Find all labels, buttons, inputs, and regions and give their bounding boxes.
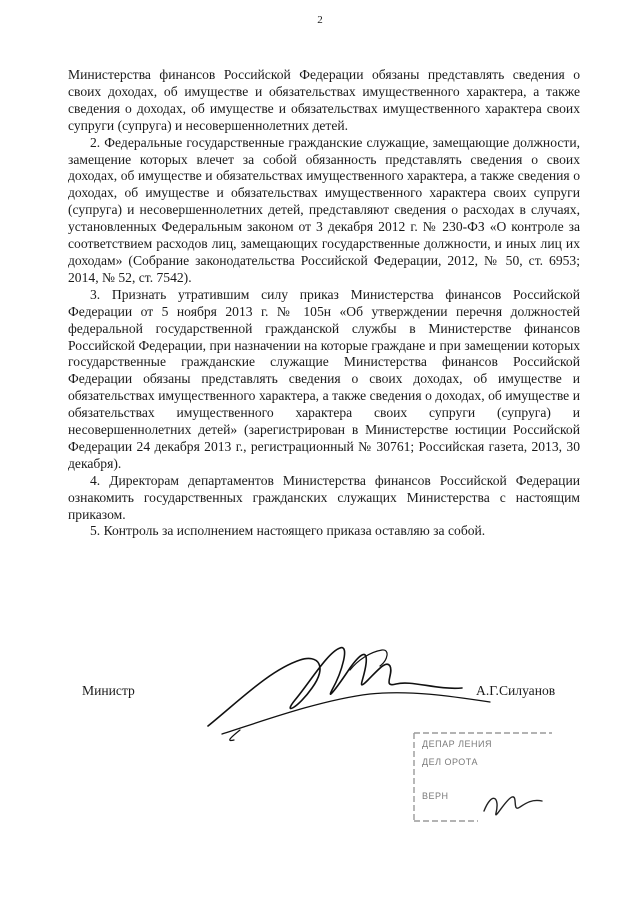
signatory-title: Министр xyxy=(82,683,135,698)
signature-block xyxy=(0,683,640,703)
stamp-line-1: ДЕПАР ЛЕНИЯ xyxy=(422,739,492,749)
paragraph-continuation: Министерства финансов Российской Федерации обязаны представлять сведения о своих доходах, об имуществе и обязательствах имущественного характера, а также сведения о доходах, об имуществе и обязательствах имущественного характера своих супруги (супруга) и несовершеннолетних детей. xyxy=(68,67,580,133)
paragraph-2: 2. Федеральные государственные гражданские служащие, замещающие должности, замещение которых влечет за собой обязанность представлять сведения о своих доходах, об имуществе и обязательствах имущественного характера, а также сведения о доходах, об имуществе и обязательствах имущественного характера своих супруги (супруга) и несовершеннолетних детей, представляют сведения о расходах в случаях, установленных Федеральным законом от 3 декабря 2012 г. № 230-ФЗ «О контроле за соответствием расходов лиц, замещающих государственные должности, и иных лиц их доходам» (Собрание законодательства Российской Федерации, 2012, № 50, ст. 6953; 2014, № 52, ст. 7542). xyxy=(68,134,580,285)
signatory-name: А.Г.Силуанов xyxy=(476,683,556,698)
stamp-line-2: ДЕЛ ОРОТА xyxy=(422,757,479,767)
paragraph-5: 5. Контроль за исполнением настоящего приказа оставляю за собой. xyxy=(90,523,486,539)
stamp-line-3: ВЕРН xyxy=(422,791,449,801)
paragraph-4: 4. Директорам департаментов Министерства финансов Российской Федерации ознакомить государственных гражданских служащих Министерства с настоящим приказом. xyxy=(68,472,580,522)
document-body xyxy=(68,67,580,540)
paragraph-3: 3. Признать утратившим силу приказ Министерства финансов Российской Федерации от 5 ноября 2013 г. № 105н «Об утверждении перечня должностей федеральной государственной гражданской службы в Министерстве финансов Российской Федерации, при назначении на которые граждане и при замещении которых государственные гражданские служащие Министерства финансов Российской Федерации обязаны представлять сведения о своих доходах, об имуществе и обязательствах имущественного характера, а также сведения о доходах, об имуществе и обязательствах имущественного характера своих супруги (супруга) и несовершеннолетних детей» (зарегистрирован в Министерстве юстиции Российской Федерации 24 декабря 2013 г., регистрационный № 30761; Российская газета, 2013, 30 декабря). xyxy=(68,286,580,471)
page-number: 2 xyxy=(317,14,323,26)
verification-stamp xyxy=(408,727,558,827)
